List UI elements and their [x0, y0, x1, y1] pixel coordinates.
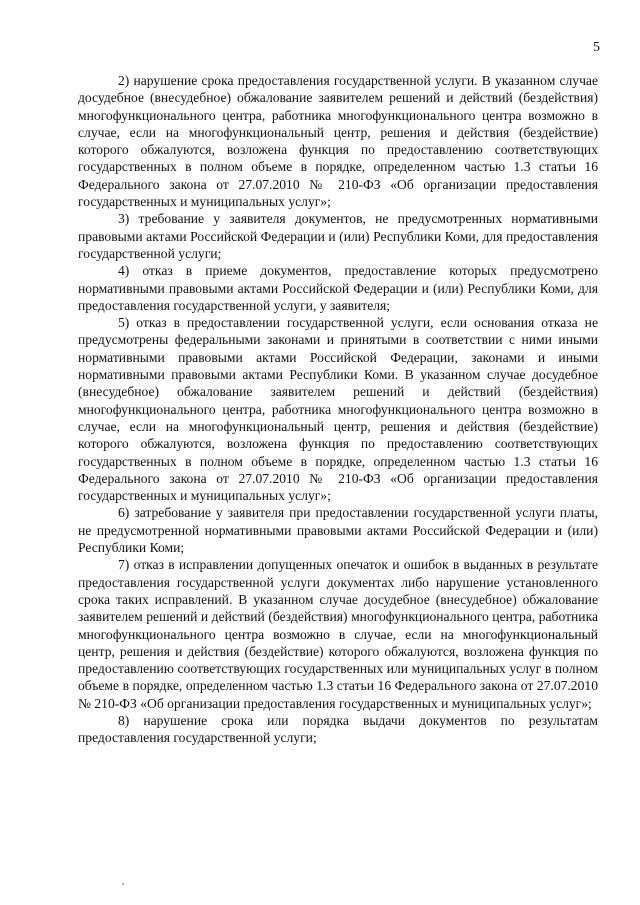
paragraph-item-8: 8) нарушение срока или порядка выдачи документов по результатам предоставления государственной услуги;: [78, 712, 598, 746]
page-number: 5: [593, 40, 600, 55]
document-body: [78, 72, 598, 747]
scan-speck: [122, 883, 124, 885]
paragraph-item-2: 2) нарушение срока предоставления государственной услуги. В указанном случае досудебное (внесудебное) обжалование заявителем решений и действий (бездействия) многофункционального центра, работника многофункционального центра возможно в случае, если на многофункциональный центр, решения и действия (бездействие) которого обжалуются, возложена функция по предоставлению соответствующих государственных в полном объеме в порядке, определенном частью 1.3 статьи 16 Федерального закона от 27.07.2010 № 210-ФЗ «Об организации предоставления государственных и муниципальных услуг»;: [78, 73, 598, 210]
paragraph-item-3: 3) требование у заявителя документов, не предусмотренных нормативными правовыми актами Российской Федерации и (или) Республики Коми, для предоставления государственной услуги;: [78, 211, 598, 261]
paragraph-item-5: 5) отказ в предоставлении государственной услуги, если основания отказа не предусмотрены федеральными законами и принятыми в соответствии с ними иными нормативными правовыми актами Российской Федерации, законами и иными нормативными правовыми актами Республики Коми. В указанном случае досудебное (внесудебное) обжалование заявителем решений и действий (бездействия) многофункционального центра, работника многофункционального центра возможно в случае, если на многофункциональный центр, решения и действия (бездействие) которого обжалуются, возложена функция по предоставлению соответствующих государственных в полном объеме в порядке, определенном частью 1.3 статьи 16 Федерального закона от 27.07.2010 № 210-ФЗ «Об организации предоставления государственных и муниципальных услуг»;: [78, 315, 598, 504]
paragraph-item-7: 7) отказ в исправлении допущенных опечаток и ошибок в выданных в результате предоставления государственной услуги документах либо нарушение установленного срока таких исправлений. В указанном случае досудебное (внесудебное) обжалование заявителем решений и действий (бездействия) многофункционального центра, работника многофункционального центра возможно в случае, если на многофункциональный центр, решения и действия (бездействие) которого обжалуются, возложена функция по предоставлению соответствующих государственных или муниципальных услуг в полном объеме в порядке, определенном частью 1.3 статьи 16 Федерального закона от 27.07.2010 № 210-ФЗ «Об организации предоставления государственных и муниципальных услуг»;: [78, 557, 598, 711]
paragraph-item-6: 6) затребование у заявителя при предоставлении государственной услуги платы, не предусмотренной нормативными правовыми актами Российской Федерации и (или) Республики Коми;: [78, 505, 598, 556]
paragraph-item-4: 4) отказ в приеме документов, предоставление которых предусмотрено нормативными правовыми актами Российской Федерации и (или) Республики Коми, для предоставления государственной услуги, у заявителя;: [78, 263, 598, 313]
